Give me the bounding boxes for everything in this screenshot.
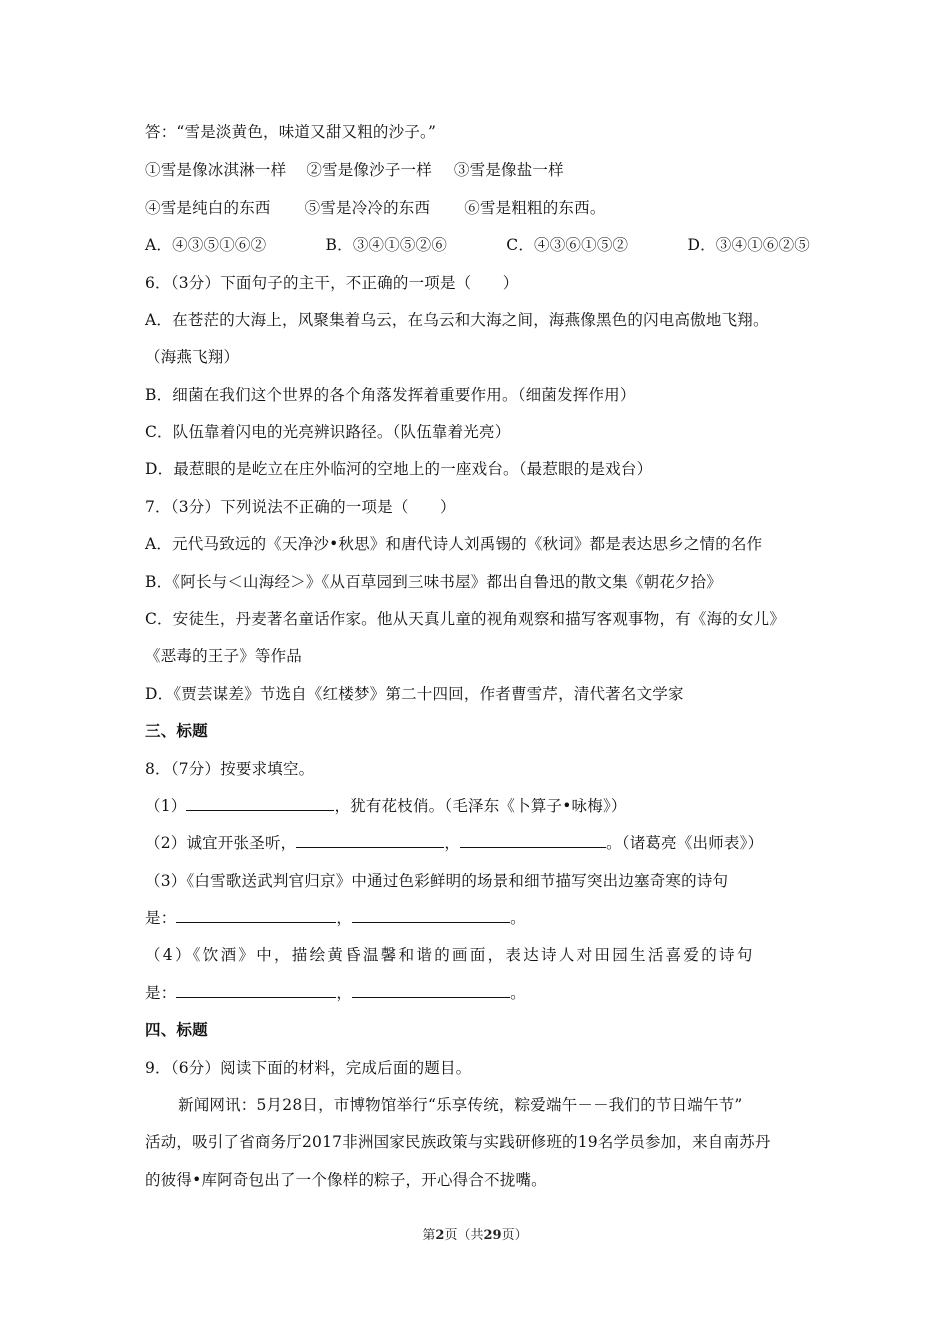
q9-stem: 9．（6分）阅读下面的材料，完成后面的题目。 (145, 1059, 472, 1077)
q7-stem: 7．（3分）下列说法不正确的一项是（ ） (145, 498, 456, 516)
q8-part-3-line-1: （3）《白雪歌送武判官归京》中通过色彩鲜明的场景和细节描写突出边塞奇寒的诗句 (145, 872, 729, 890)
q5-choices (145, 234, 810, 256)
q5-option-3: ③雪是像盐一样 (453, 161, 564, 179)
q5-option-1: ①雪是像冰淇淋一样 (145, 161, 287, 179)
q8-part-1-prefix: （1） (145, 797, 187, 815)
q8-part-4-prefix: 是： (145, 984, 177, 1002)
q5-choice-d: D．③④①⑥②⑤ (687, 236, 810, 254)
q8-part-2-prefix: （2）诚宜开张圣听， (145, 834, 297, 852)
q8-part-4-line-2 (145, 982, 526, 1004)
footer-page-number: 2 (435, 1228, 445, 1243)
q5-option-4: ④雪是纯白的东西 (145, 199, 271, 217)
q6-option-a-line-1: A．在苍茫的大海上，风聚集着乌云，在乌云和大海之间，海燕像黑色的闪电高傲地飞翔。 (145, 311, 769, 329)
q5-choice-a: A．④③⑤①⑥② (145, 236, 267, 254)
page-footer (0, 1227, 950, 1245)
q8-part-2 (145, 832, 763, 854)
footer-suffix: 页） (501, 1228, 528, 1243)
q8-part-1-suffix: ，犹有花枝俏。（毛泽东《卜算子•咏梅》） (334, 797, 627, 815)
q5-choice-c: C．④③⑥①⑤② (506, 236, 629, 254)
q5-option-5: ⑤雪是冷冷的东西 (304, 199, 431, 217)
q8-part-3-mid: ， (336, 909, 353, 927)
q9-paragraph-line-3: 的彼得•库阿奇包出了一个像样的粽子，开心得合不拢嘴。 (145, 1171, 547, 1189)
q8-part-2-suffix: 。（诸葛亮《出师表》） (606, 834, 764, 852)
q9-paragraph-line-1: 新闻网讯：5月28日，市博物馆举行“乐享传统，粽爱端午－－我们的节日端午节” (178, 1096, 743, 1114)
q5-options-row-2 (145, 197, 606, 219)
q6-option-b: B．细菌在我们这个世界的各个角落发挥着重要作用。（细菌发挥作用） (145, 386, 636, 404)
q6-stem: 6．（3分）下面句子的主干，不正确的一项是（ ） (145, 274, 519, 292)
q8-part-3-line-2 (145, 907, 526, 929)
q5-option-6: ⑥雪是粗粗的东西。 (464, 199, 606, 217)
q8-part-3-prefix: 是： (145, 909, 177, 927)
q8-part-2-blank-2[interactable] (460, 832, 606, 848)
q8-part-2-blank-1[interactable] (296, 832, 444, 848)
q8-part-4-blank-1[interactable] (176, 982, 336, 998)
section-4-title: 四、标题 (145, 1020, 208, 1039)
q5-option-2: ②雪是像沙子一样 (306, 161, 432, 179)
q6-option-c: C．队伍靠着闪电的光亮辨识路径。（队伍靠着光亮） (145, 423, 511, 441)
q8-part-3-blank-2[interactable] (352, 907, 510, 923)
q6-option-d: D．最惹眼的是屹立在庄外临河的空地上的一座戏台。（最惹眼的是戏台） (145, 460, 653, 478)
q5-options-row-1 (145, 159, 564, 181)
q7-option-b: B．《阿长与＜山海经＞》《从百草园到三味书屋》都出自鲁迅的散文集《朝花夕拾》 (145, 573, 722, 591)
q8-part-3-blank-1[interactable] (176, 907, 336, 923)
q7-option-d: D．《贾芸谋差》节选自《红楼梦》第二十四回，作者曹雪芹，清代著名文学家 (145, 685, 684, 703)
q8-part-4-mid: ， (336, 984, 353, 1002)
q8-part-4-suffix: 。 (510, 984, 526, 1002)
section-3-title: 三、标题 (145, 721, 208, 740)
q5-answer-line: 答：“雪是淡黄色，味道又甜又粗的沙子。” (145, 123, 437, 141)
q8-part-4-blank-2[interactable] (352, 982, 510, 998)
footer-total-pages: 29 (483, 1228, 502, 1243)
q8-part-1-blank[interactable] (186, 795, 334, 811)
q9-paragraph-line-2: 活动，吸引了省商务厅2017非洲国家民族政策与实践研修班的19名学员参加，来自南苏丹 (145, 1133, 771, 1151)
q8-stem: 8．（7分）按要求填空。 (145, 760, 315, 778)
q5-choice-b: B．③④①⑤②⑥ (325, 236, 448, 254)
q8-part-4-line-1: （4）《饮酒》中，描绘黄昏温馨和谐的画面，表达诗人对田园生活喜爱的诗句 (145, 946, 755, 964)
q8-part-2-mid: ， (444, 834, 461, 852)
footer-prefix: 第 (422, 1228, 436, 1243)
q8-part-3-suffix: 。 (510, 909, 526, 927)
q7-option-c-line-2: 《恶毒的王子》等作品 (145, 647, 303, 665)
q6-option-a-line-2: （海燕飞翔） (145, 348, 240, 366)
q7-option-a: A．元代马致远的《天净沙•秋思》和唐代诗人刘禹锡的《秋词》都是表达思乡之情的名作 (145, 535, 763, 553)
footer-mid: 页（共 (444, 1228, 484, 1243)
q8-part-1 (145, 795, 627, 817)
q7-option-c-line-1: C．安徒生，丹麦著名童话作家。他从天真儿童的视角观察和描写客观事物，有《海的女儿》 (145, 610, 786, 628)
